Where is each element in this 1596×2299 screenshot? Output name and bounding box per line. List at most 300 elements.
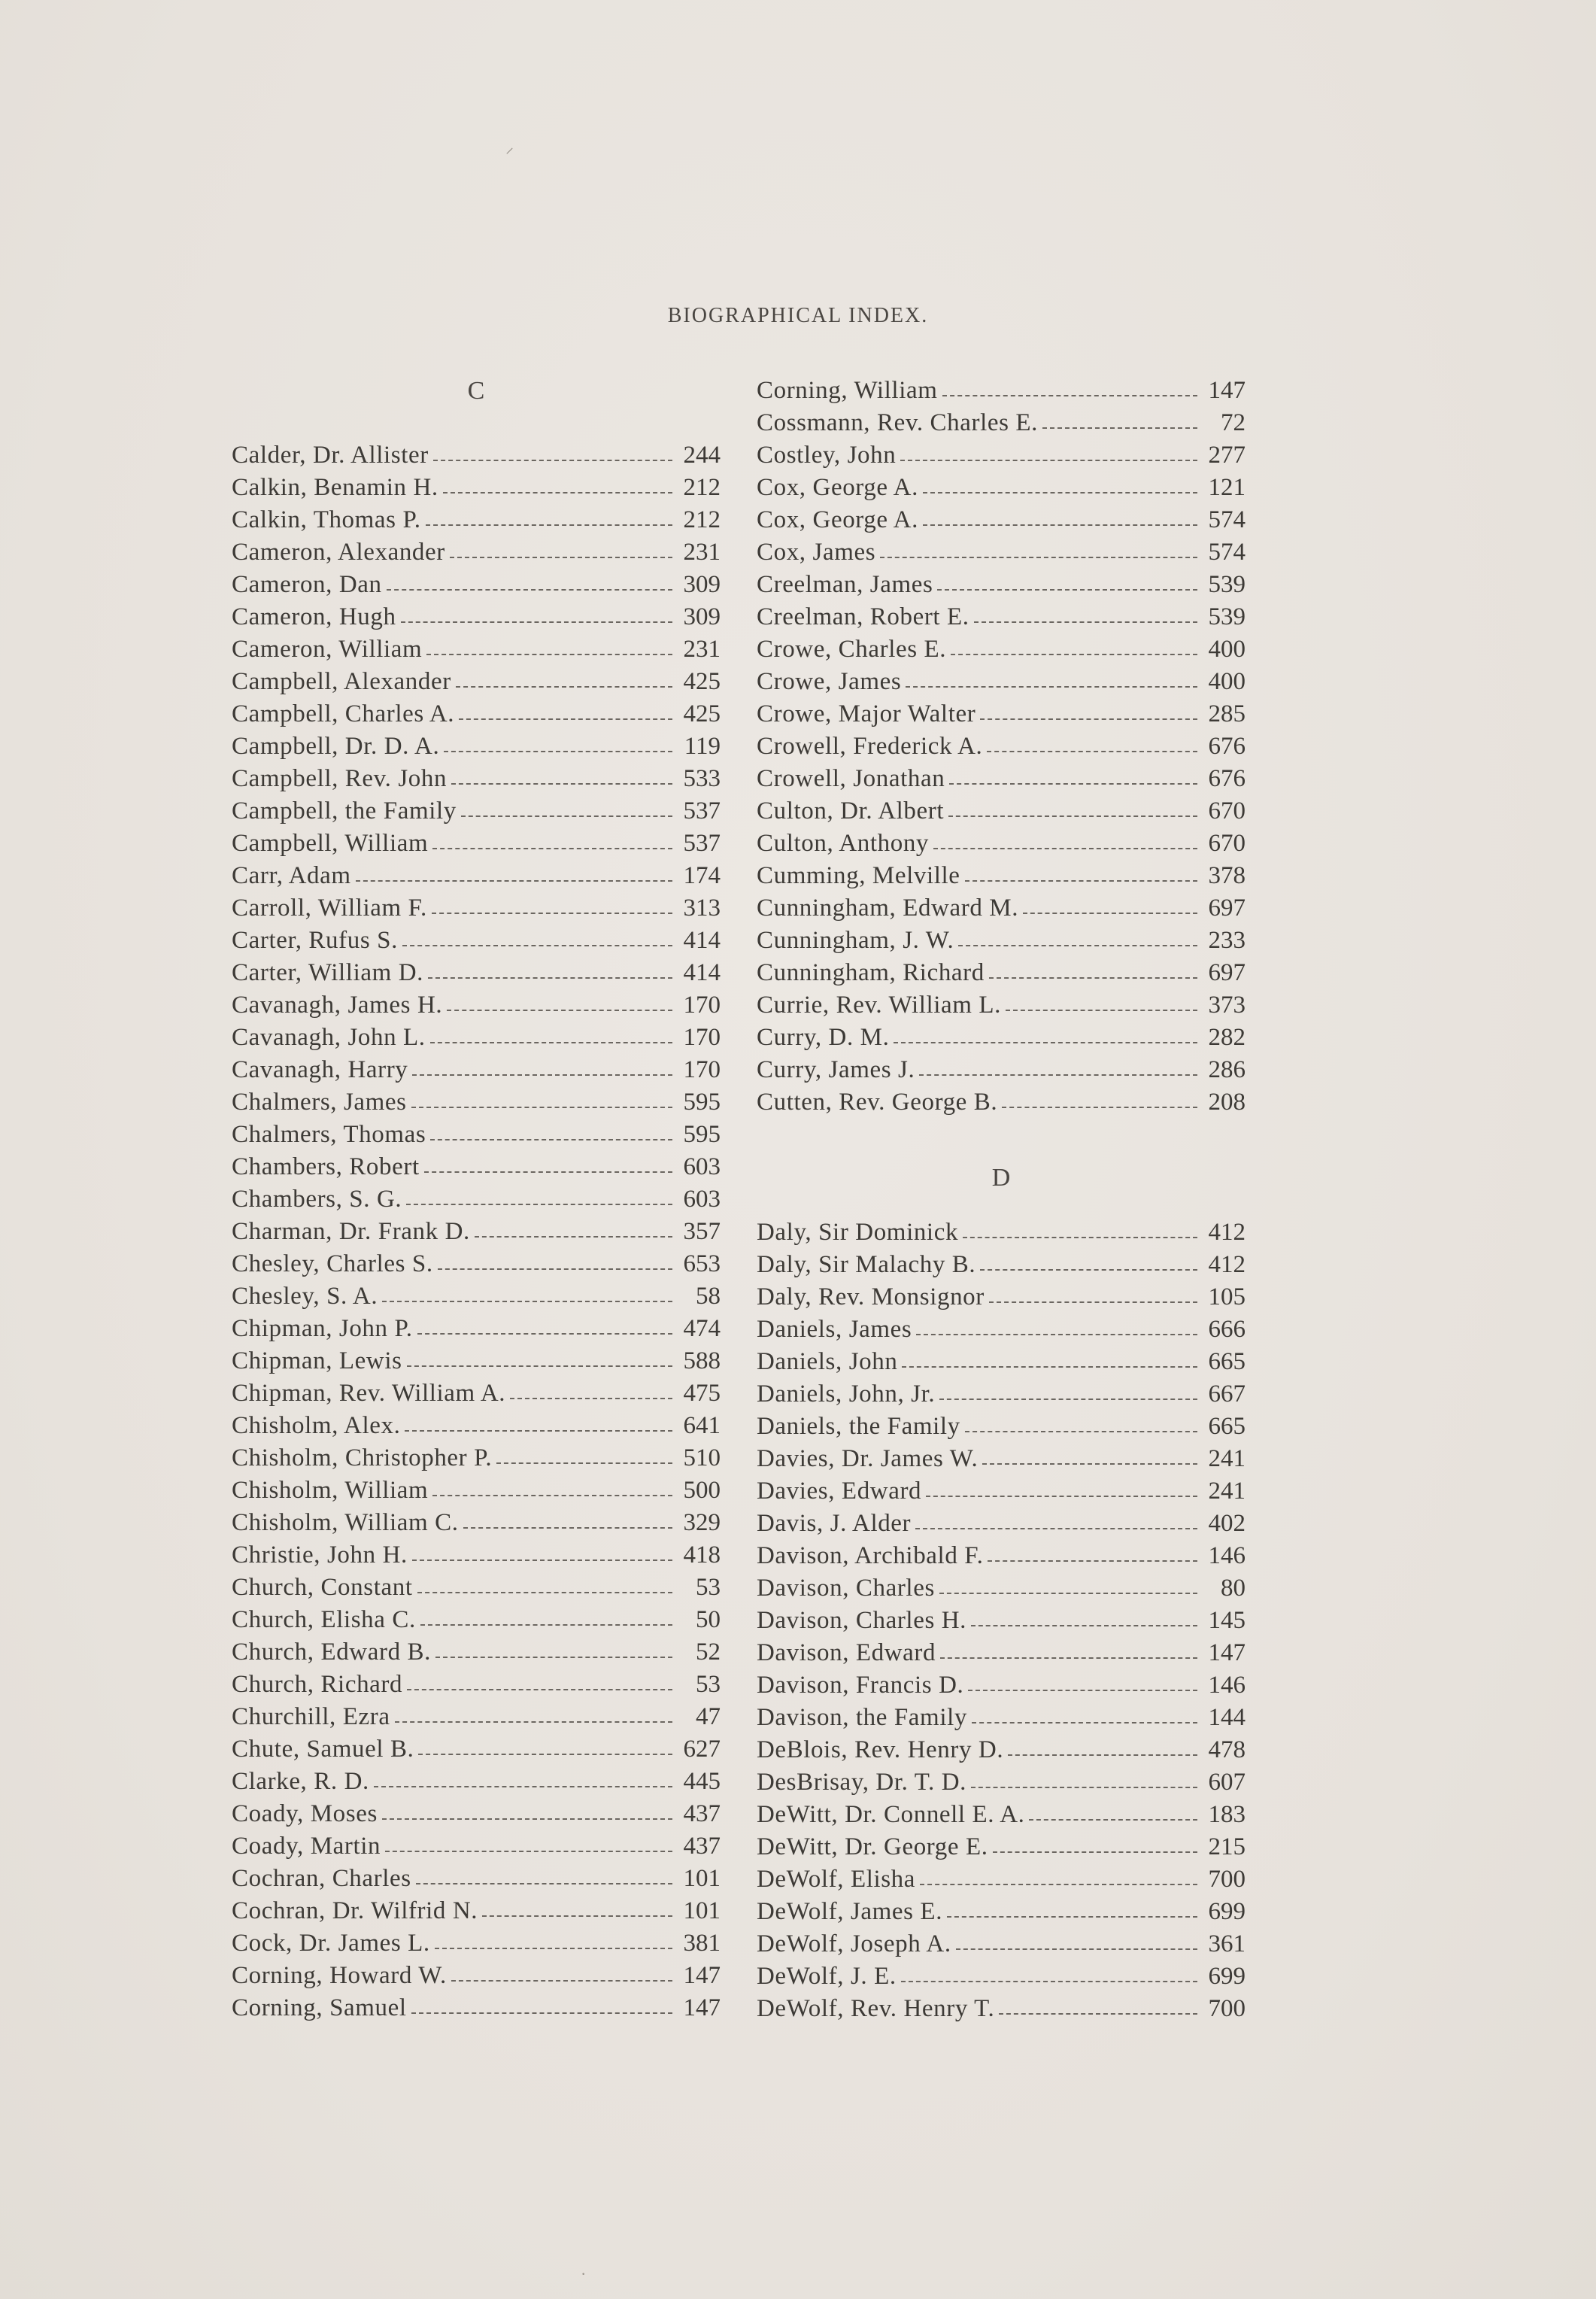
dot-leader (426, 651, 672, 655)
entry-name: Cunningham, Edward M. (757, 894, 1019, 922)
index-entry (232, 1507, 721, 1539)
entry-name: Davison, Edward (757, 1639, 936, 1666)
entry-page-number: 233 (1208, 927, 1246, 954)
index-entry (232, 1119, 721, 1151)
entry-name: Cossmann, Rev. Charles E. (757, 409, 1038, 436)
entry-page-number: 699 (1208, 1963, 1246, 1990)
entry-name: Corning, William (757, 377, 938, 404)
entry-name: Daly, Sir Malachy B. (757, 1251, 976, 1278)
entry-name: Davies, Edward (757, 1477, 922, 1505)
dot-leader (428, 975, 672, 979)
index-entry (232, 1895, 721, 1927)
section-letter-d: D (991, 1164, 1011, 1192)
entry-name: Curry, James J. (757, 1056, 915, 1083)
index-entry (757, 1346, 1246, 1378)
entry-page-number: 309 (683, 571, 721, 598)
entry-page-number: 378 (1208, 862, 1246, 889)
index-entry (232, 1054, 721, 1086)
index-entry (757, 1086, 1246, 1119)
entry-name: Cox, George A. (757, 506, 918, 533)
index-entry (757, 601, 1246, 633)
entry-page-number: 437 (683, 1833, 721, 1860)
index-entry (757, 1378, 1246, 1411)
dot-leader (915, 1526, 1197, 1529)
entry-page-number: 50 (696, 1606, 721, 1633)
dot-leader (933, 846, 1197, 849)
index-entry (232, 989, 721, 1022)
dot-leader (387, 587, 672, 591)
entry-name: Chalmers, Thomas (232, 1121, 426, 1148)
entry-page-number: 641 (683, 1412, 721, 1439)
entry-page-number: 313 (683, 894, 721, 922)
dot-leader (1002, 1104, 1197, 1108)
entry-name: Creelman, James (757, 571, 933, 598)
dot-leader (972, 1720, 1197, 1723)
index-entry (232, 1733, 721, 1766)
entry-page-number: 665 (1208, 1348, 1246, 1375)
entry-name: Daly, Sir Dominick (757, 1219, 959, 1246)
entry-page-number: 400 (1208, 668, 1246, 695)
index-entry (757, 1863, 1246, 1896)
index-entry (757, 439, 1246, 472)
dot-leader (902, 1364, 1197, 1368)
dot-leader (459, 716, 672, 720)
index-entry (757, 892, 1246, 925)
dot-leader (947, 1914, 1197, 1918)
dot-leader (1008, 1752, 1197, 1756)
dot-leader (993, 1849, 1197, 1853)
entry-page-number: 537 (683, 797, 721, 825)
entry-page-number: 445 (683, 1768, 721, 1795)
index-entry (757, 1443, 1246, 1475)
entry-page-number: 105 (1208, 1283, 1246, 1310)
entry-name: Daniels, James (757, 1316, 912, 1343)
entry-page-number: 412 (1208, 1251, 1246, 1278)
entry-page-number: 244 (683, 442, 721, 469)
dot-leader (426, 522, 672, 526)
index-entry (232, 1604, 721, 1636)
index-entry (757, 1960, 1246, 1993)
page-title: BIOGRAPHICAL INDEX. (667, 304, 929, 327)
index-entry (757, 472, 1246, 504)
entry-name: Chipman, Lewis (232, 1347, 402, 1374)
entry-page-number: 147 (683, 1962, 721, 1989)
entry-page-number: 80 (1221, 1575, 1246, 1602)
entry-page-number: 241 (1208, 1445, 1246, 1472)
dot-leader (412, 1072, 672, 1076)
entry-page-number: 539 (1208, 603, 1246, 630)
index-entry (757, 1928, 1246, 1960)
entry-page-number: 145 (1208, 1607, 1246, 1634)
index-entry (232, 892, 721, 925)
index-entry (757, 407, 1246, 439)
entry-name: Carter, Rufus S. (232, 927, 398, 954)
dot-leader (406, 1201, 672, 1205)
index-entry (757, 957, 1246, 989)
entry-page-number: 478 (1208, 1736, 1246, 1763)
entry-page-number: 607 (1208, 1769, 1246, 1796)
index-entry (757, 1508, 1246, 1540)
dot-leader (461, 813, 672, 817)
dot-leader (956, 1946, 1197, 1950)
entry-name: Crowell, Jonathan (757, 765, 945, 792)
entry-name: DeWolf, James E. (757, 1898, 943, 1925)
entry-page-number: 170 (683, 992, 721, 1019)
entry-page-number: 588 (683, 1347, 721, 1374)
dot-leader (939, 1590, 1197, 1594)
entry-name: Cumming, Melville (757, 862, 960, 889)
dot-leader (916, 1332, 1197, 1335)
entry-name: Creelman, Robert E. (757, 603, 969, 630)
index-entry (757, 925, 1246, 957)
entry-name: DeWolf, J. E. (757, 1963, 897, 1990)
index-entry (757, 1896, 1246, 1928)
entry-name: Calkin, Thomas P. (232, 506, 421, 533)
entry-name: Charman, Dr. Frank D. (232, 1218, 470, 1245)
left-column (232, 375, 721, 2024)
entry-page-number: 361 (1208, 1930, 1246, 1957)
dot-leader (407, 1363, 672, 1367)
entry-page-number: 147 (1208, 377, 1246, 404)
entry-page-number: 53 (696, 1671, 721, 1698)
entry-name: Carroll, William F. (232, 894, 427, 922)
dot-leader (407, 1687, 672, 1690)
entry-name: Campbell, Rev. John (232, 765, 448, 792)
entry-name: Carter, William D. (232, 959, 423, 986)
dot-leader (411, 1104, 672, 1108)
dot-leader (971, 1623, 1197, 1626)
dot-leader (926, 1493, 1197, 1497)
dot-leader (432, 846, 672, 849)
dot-leader (1029, 1817, 1197, 1821)
entry-page-number: 670 (1208, 830, 1246, 857)
dot-leader (894, 1040, 1197, 1043)
dot-leader (444, 749, 672, 752)
entry-page-number: 533 (683, 765, 721, 792)
dot-leader (356, 878, 672, 882)
entry-page-number: 146 (1208, 1542, 1246, 1569)
dot-leader (405, 1428, 672, 1432)
dot-leader (417, 1331, 672, 1335)
dot-leader (412, 1557, 672, 1561)
entry-page-number: 537 (683, 830, 721, 857)
dot-leader (980, 716, 1197, 720)
entry-name: Campbell, Charles A. (232, 700, 455, 727)
dot-leader (937, 587, 1197, 591)
entry-name: Cameron, Dan (232, 571, 382, 598)
entry-name: Chisholm, William (232, 1477, 429, 1504)
entry-name: DesBrisay, Dr. T. D. (757, 1769, 967, 1796)
entry-page-number: 603 (683, 1153, 721, 1180)
entry-name: Cox, George A. (757, 474, 918, 501)
entry-page-number: 414 (683, 927, 721, 954)
dot-leader (989, 975, 1197, 979)
entry-page-number: 357 (683, 1218, 721, 1245)
entry-name: Chisholm, Christopher P. (232, 1444, 493, 1471)
entry-page-number: 574 (1208, 539, 1246, 566)
index-entry (232, 1798, 721, 1830)
index-entry (232, 1151, 721, 1183)
entry-page-number: 147 (683, 1994, 721, 2021)
entry-page-number: 277 (1208, 442, 1246, 469)
entry-page-number: 676 (1208, 733, 1246, 760)
entry-name: Calder, Dr. Allister (232, 442, 429, 469)
entry-name: Campbell, William (232, 830, 429, 857)
dot-leader (880, 554, 1197, 558)
dot-leader (416, 1881, 672, 1884)
dot-leader (951, 651, 1197, 655)
section-letter-c: C (467, 377, 485, 405)
entry-page-number: 700 (1208, 1995, 1246, 2022)
entry-page-number: 170 (683, 1024, 721, 1051)
index-entry (757, 1799, 1246, 1831)
entry-name: Chesley, Charles S. (232, 1250, 433, 1277)
index-entry (757, 536, 1246, 569)
entry-name: DeWitt, Dr. Connell E. A. (757, 1801, 1025, 1828)
dot-leader (974, 619, 1197, 623)
entry-name: Coady, Martin (232, 1833, 381, 1860)
entry-name: Churchill, Ezra (232, 1703, 390, 1730)
dot-leader (435, 1945, 672, 1949)
entry-name: Church, Elisha C. (232, 1606, 416, 1633)
index-entry (232, 1992, 721, 2024)
entry-name: Culton, Dr. Albert (757, 797, 945, 825)
entry-name: Cavanagh, John L. (232, 1024, 426, 1051)
entry-page-number: 309 (683, 603, 721, 630)
entry-page-number: 670 (1208, 797, 1246, 825)
index-entry (757, 795, 1246, 828)
entry-name: Daniels, John (757, 1348, 898, 1375)
index-entry (232, 666, 721, 698)
index-entry (757, 1216, 1246, 1249)
dot-leader (443, 490, 672, 494)
dot-leader (919, 1072, 1197, 1076)
dot-leader (430, 1040, 672, 1043)
entry-page-number: 52 (696, 1638, 721, 1666)
entry-page-number: 574 (1208, 506, 1246, 533)
index-entry (232, 1863, 721, 1895)
right-column (757, 375, 1246, 2025)
entry-page-number: 402 (1208, 1510, 1246, 1537)
dot-leader (456, 684, 672, 688)
index-entry (232, 1474, 721, 1507)
index-entry (757, 860, 1246, 892)
index-entry (757, 1054, 1246, 1086)
entry-page-number: 425 (683, 700, 721, 727)
entry-name: Campbell, the Family (232, 797, 457, 825)
dot-leader (382, 1298, 672, 1302)
dot-leader (988, 1558, 1197, 1562)
entry-name: Davis, J. Alder (757, 1510, 912, 1537)
entry-page-number: 603 (683, 1186, 721, 1213)
entry-name: Daniels, the Family (757, 1413, 960, 1440)
dot-leader (438, 1266, 672, 1270)
entry-page-number: 47 (696, 1703, 721, 1730)
dot-leader (906, 684, 1197, 688)
dot-leader (420, 1622, 672, 1626)
index-entry (232, 1086, 721, 1119)
dot-leader (968, 1687, 1197, 1691)
entry-name: Cameron, Hugh (232, 603, 396, 630)
index-entry (757, 504, 1246, 536)
index-entry (757, 1734, 1246, 1766)
entry-name: DeBlois, Rev. Henry D. (757, 1736, 1004, 1763)
entry-page-number: 595 (683, 1089, 721, 1116)
entry-page-number: 282 (1208, 1024, 1246, 1051)
entry-page-number: 170 (683, 1056, 721, 1083)
entry-name: Chesley, S. A. (232, 1283, 378, 1310)
dot-leader (402, 943, 672, 946)
index-entry (757, 569, 1246, 601)
entry-name: Chambers, Robert (232, 1153, 420, 1180)
index-entry (232, 1669, 721, 1701)
index-entry (757, 375, 1246, 407)
entry-name: Crowell, Frederick A. (757, 733, 983, 760)
dot-leader (989, 1299, 1197, 1303)
dot-leader (417, 1590, 672, 1593)
dot-leader (958, 943, 1197, 946)
entry-page-number: 676 (1208, 765, 1246, 792)
entry-name: Cameron, Alexander (232, 539, 445, 566)
entry-name: Cutten, Rev. George B. (757, 1089, 998, 1116)
entry-page-number: 53 (696, 1574, 721, 1601)
entry-page-number: 697 (1208, 894, 1246, 922)
entry-page-number: 72 (1221, 409, 1246, 436)
entry-page-number: 58 (696, 1283, 721, 1310)
entry-name: Davison, Charles H. (757, 1607, 967, 1634)
entry-name: Corning, Samuel (232, 1994, 407, 2021)
index-entry (757, 1475, 1246, 1508)
dot-leader (900, 457, 1197, 461)
dot-leader (450, 554, 672, 558)
index-entry (757, 828, 1246, 860)
entry-page-number: 653 (683, 1250, 721, 1277)
entry-page-number: 146 (1208, 1672, 1246, 1699)
index-entry (232, 472, 721, 504)
entry-page-number: 241 (1208, 1477, 1246, 1505)
entry-name: Church, Richard (232, 1671, 403, 1698)
index-entry (757, 633, 1246, 666)
index-entry (232, 925, 721, 957)
dot-leader (374, 1784, 672, 1787)
dot-leader (424, 1169, 672, 1173)
entry-name: Davison, the Family (757, 1704, 967, 1731)
entry-name: Campbell, Alexander (232, 668, 451, 695)
index-list-d (757, 1216, 1246, 2025)
dot-leader (942, 393, 1198, 396)
entry-page-number: 286 (1208, 1056, 1246, 1083)
index-entry (757, 763, 1246, 795)
entry-page-number: 665 (1208, 1413, 1246, 1440)
index-list-c-left (232, 439, 721, 2024)
dot-leader (510, 1395, 672, 1399)
index-entry (757, 1669, 1246, 1702)
entry-name: Campbell, Dr. D. A. (232, 733, 440, 760)
entry-name: Cameron, William (232, 636, 423, 663)
dot-leader (963, 1235, 1197, 1238)
entry-name: Chisholm, William C. (232, 1509, 459, 1536)
entry-page-number: 595 (683, 1121, 721, 1148)
paper-speck: ⸝ (505, 138, 514, 156)
dot-leader (430, 1137, 672, 1140)
dot-leader (999, 2011, 1197, 2015)
dot-leader (395, 1719, 672, 1723)
entry-name: Cock, Dr. James L. (232, 1930, 430, 1957)
dot-leader (965, 878, 1197, 882)
entry-page-number: 231 (683, 539, 721, 566)
entry-page-number: 697 (1208, 959, 1246, 986)
index-entry (757, 1572, 1246, 1605)
dot-leader (463, 1525, 672, 1529)
dot-leader (940, 1655, 1197, 1659)
dot-leader (939, 1396, 1197, 1400)
dot-leader (1042, 425, 1197, 429)
index-entry (757, 989, 1246, 1022)
index-entry (232, 860, 721, 892)
entry-page-number: 474 (683, 1315, 721, 1342)
dot-leader (980, 1267, 1197, 1271)
entry-name: Corning, Howard W. (232, 1962, 447, 1989)
entry-name: DeWolf, Rev. Henry T. (757, 1995, 995, 2022)
dot-leader (923, 522, 1197, 526)
index-entry (232, 536, 721, 569)
index-entry (232, 1766, 721, 1798)
index-entry (757, 1831, 1246, 1863)
index-entry (232, 1280, 721, 1313)
index-entry (232, 1701, 721, 1733)
entry-page-number: 425 (683, 668, 721, 695)
entry-page-number: 212 (683, 474, 721, 501)
entry-name: Chisholm, Alex. (232, 1412, 401, 1439)
entry-name: Currie, Rev. William L. (757, 992, 1001, 1019)
entry-name: Costley, John (757, 442, 897, 469)
entry-page-number: 412 (1208, 1219, 1246, 1246)
entry-name: Cunningham, Richard (757, 959, 985, 986)
dot-leader (432, 1493, 672, 1496)
index-entry (757, 1540, 1246, 1572)
entry-name: Church, Constant (232, 1574, 413, 1601)
index-entry (232, 1572, 721, 1604)
dot-leader (482, 1913, 672, 1917)
entry-page-number: 381 (683, 1930, 721, 1957)
dot-leader (433, 457, 672, 461)
entry-name: Chalmers, James (232, 1089, 407, 1116)
index-entry (232, 439, 721, 472)
dot-leader (475, 1234, 672, 1238)
index-entry (232, 698, 721, 730)
index-entry (232, 1345, 721, 1377)
entry-page-number: 208 (1208, 1089, 1246, 1116)
dot-leader (411, 2010, 672, 2014)
entry-page-number: 183 (1208, 1801, 1246, 1828)
entry-name: Calkin, Benamin H. (232, 474, 438, 501)
dot-leader (965, 1429, 1197, 1432)
entry-page-number: 144 (1208, 1704, 1246, 1731)
dot-leader (435, 1654, 672, 1658)
entry-name: Christie, John H. (232, 1541, 408, 1569)
entry-page-number: 147 (1208, 1639, 1246, 1666)
index-entry (232, 828, 721, 860)
index-entry (232, 633, 721, 666)
entry-name: Cochran, Dr. Wilfrid N. (232, 1897, 478, 1924)
entry-name: Clarke, R. D. (232, 1768, 369, 1795)
entry-page-number: 500 (683, 1477, 721, 1504)
dot-leader (949, 781, 1197, 785)
entry-page-number: 510 (683, 1444, 721, 1471)
index-entry (757, 1313, 1246, 1346)
index-entry (757, 1022, 1246, 1054)
entry-page-number: 119 (684, 733, 721, 760)
